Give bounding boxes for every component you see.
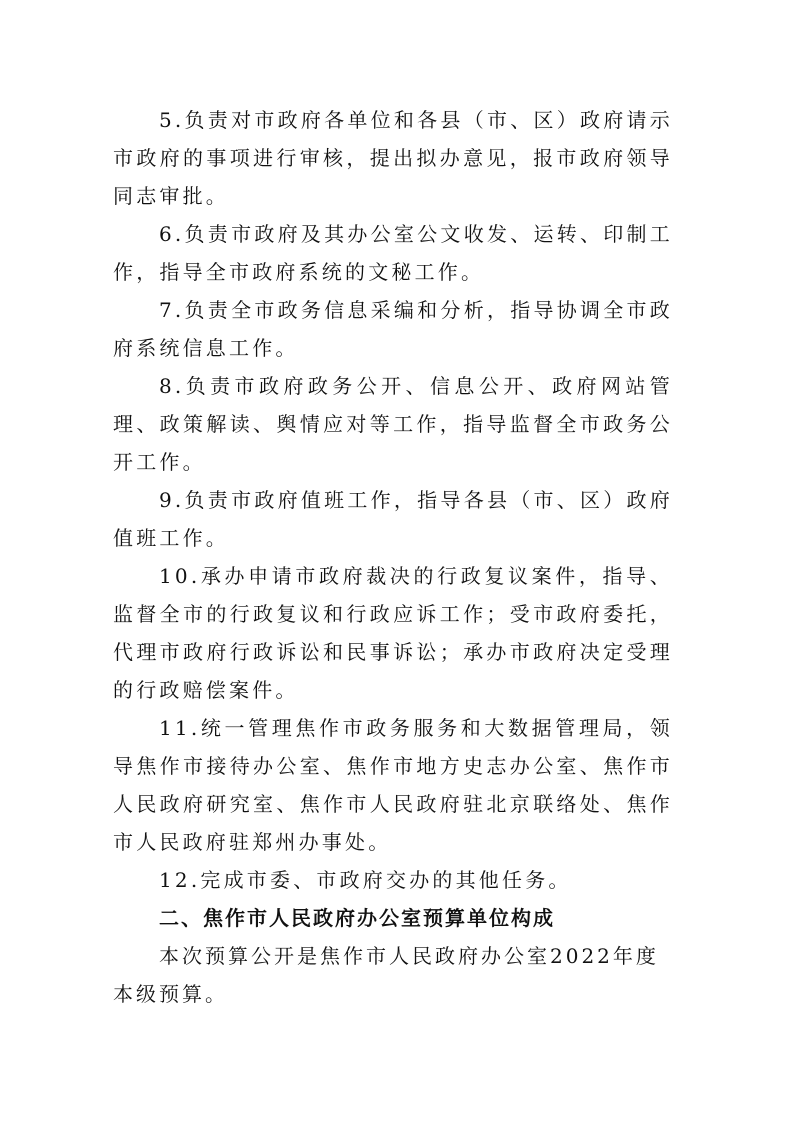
duty-item-12: 12.完成市委、市政府交办的其他任务。 [159,868,572,892]
duty-item-8: 8.负责市政府政务公开、信息公开、政府网站管理、政策解读、舆情应对等工作，指导监督全市政务公开工作。 [113,374,673,474]
duty-item-9: 9.负责市政府值班工作，指导各县（市、区）政府值班工作。 [113,488,673,550]
document-body [113,101,673,1013]
section-body: 本次预算公开是焦作市人民政府办公室2022年度本级预算。 [113,944,659,1006]
duty-item-6: 6.负责市政府及其办公室公文收发、运转、印制工作，指导全市政府系统的文秘工作。 [113,222,673,284]
duty-item-11: 11.统一管理焦作市政务服务和大数据管理局，领导焦作市接待办公室、焦作市地方史志办公室、焦作市人民政府研究室、焦作市人民政府驻北京联络处、焦作市人民政府驻郑州办事处。 [113,716,673,854]
duty-item-10: 10.承办申请市政府裁决的行政复议案件，指导、监督全市的行政复议和行政应诉工作；受市政府委托，代理市政府行政诉讼和民事诉讼；承办市政府决定受理的行政赔偿案件。 [113,564,673,702]
duty-item-5: 5.负责对市政府各单位和各县（市、区）政府请示市政府的事项进行审核，提出拟办意见，报市政府领导同志审批。 [113,108,673,208]
section-heading: 二、焦作市人民政府办公室预算单位构成 [159,906,555,930]
duty-item-7: 7.负责全市政务信息采编和分析，指导协调全市政府系统信息工作。 [113,298,673,360]
